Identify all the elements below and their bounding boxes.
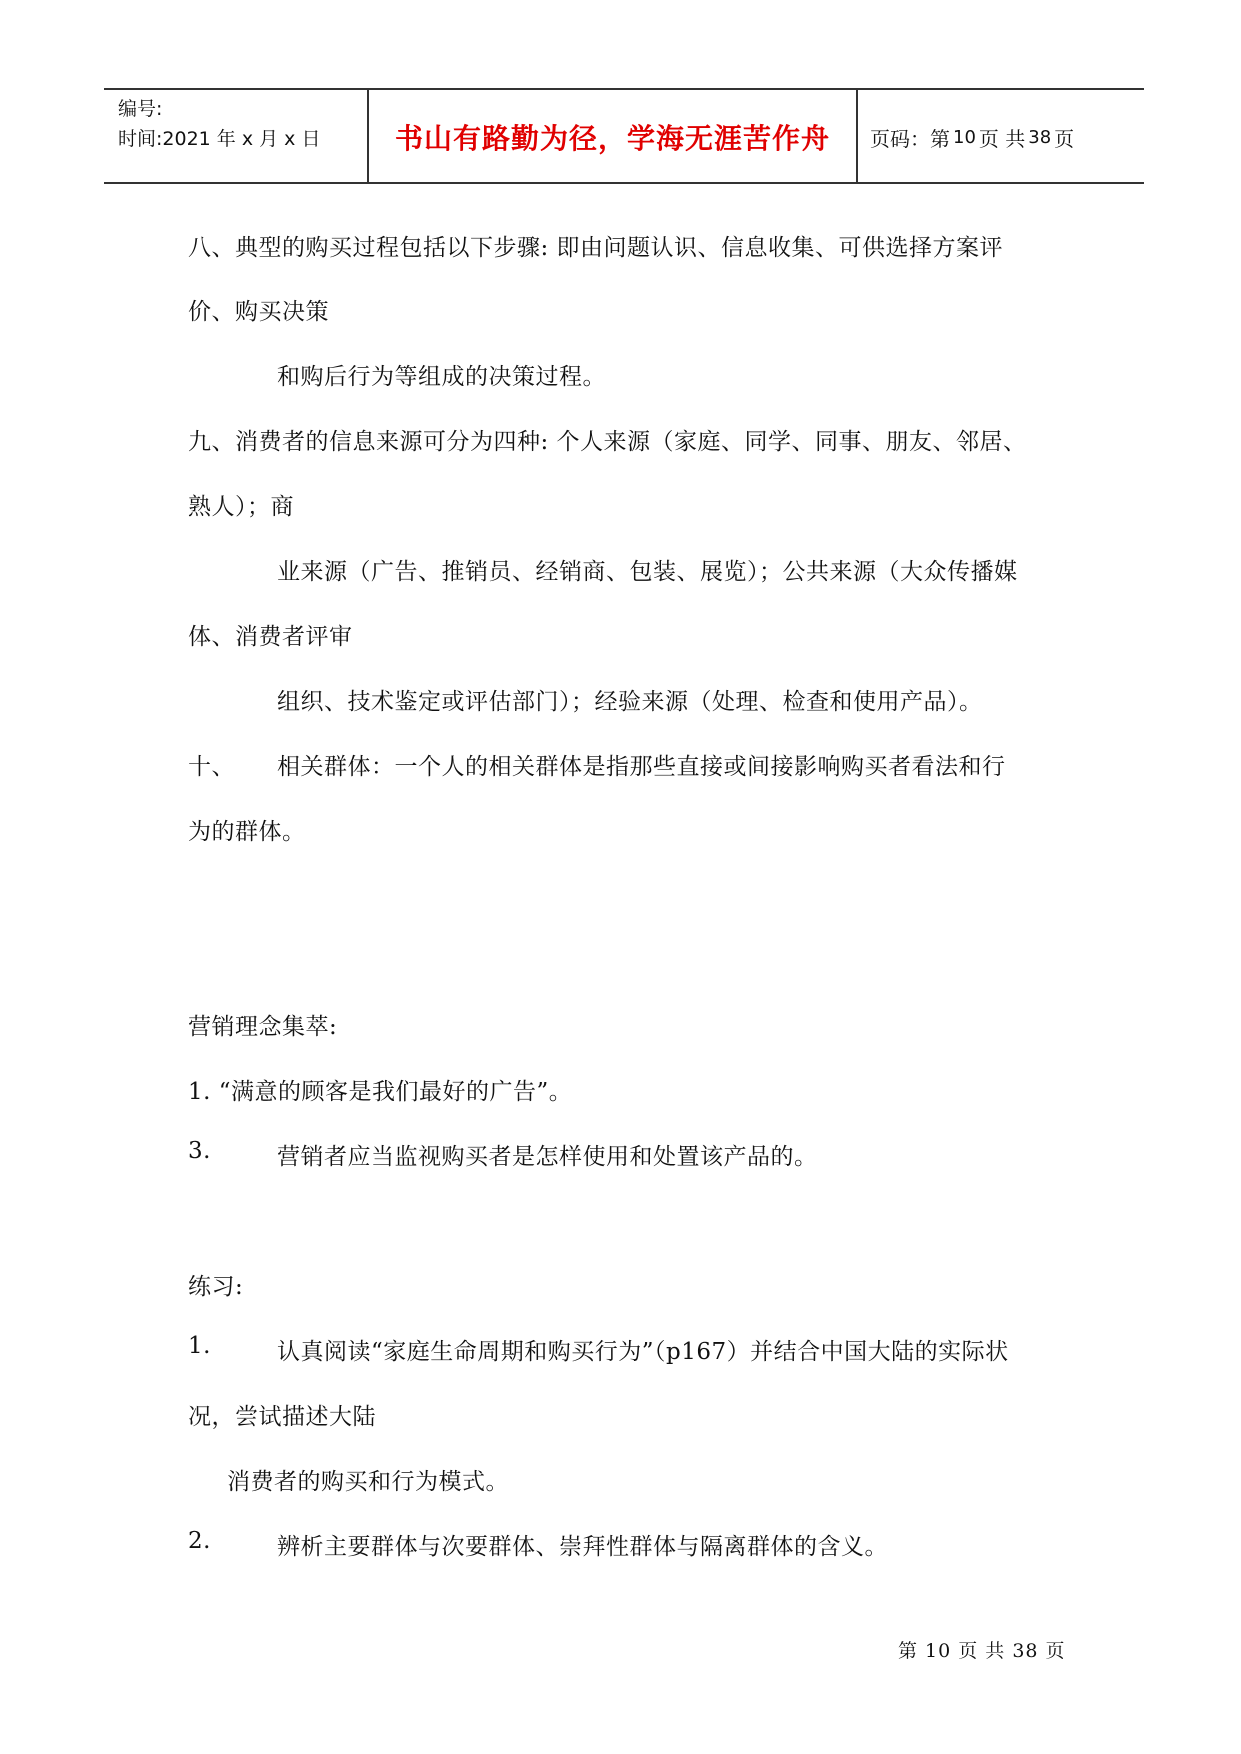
paragraph-9-line-5: 组织、技术鉴定或评估部门）；经验来源（处理、检查和使用产品）。 [277,689,983,715]
header-page-mid: 页 共 [978,126,1026,151]
page-footer: 第 10 页 共 38 页 [898,1640,1066,1662]
paragraph-9-line-3: 业来源（广告、推销员、经销商、包装、展览）；公共来源（大众传播媒 [277,559,1018,585]
exercise-title: 练习: [188,1274,244,1300]
exercise-1-line-3: 消费者的购买和行为模式。 [227,1469,509,1495]
concepts-title: 营销理念集萃: [188,1014,338,1040]
page-header [104,88,1144,184]
header-motto: 书山有路勤为径，学海无涯苦作舟 [394,122,830,155]
exercise-1-line-2: 况，尝试描述大陆 [188,1404,376,1430]
paragraph-10-line-2: 为的群体。 [188,819,306,845]
concept-item-3-number: 3. [188,1138,211,1164]
header-page-current: 10 [953,126,976,148]
header-page-prefix: 页码：第 [870,126,950,151]
exercise-2-number: 2. [188,1528,211,1554]
paragraph-9-line-1: 九、消费者的信息来源可分为四种: 个人来源（家庭、同学、同事、朋友、邻居、 [188,429,1027,455]
paragraph-9-line-4: 体、消费者评审 [188,624,353,650]
paragraph-8-line-3: 和购后行为等组成的决策过程。 [277,364,606,390]
paragraph-10-line-1: 相关群体：一个人的相关群体是指那些直接或间接影响购买者看法和行 [277,754,1006,780]
paragraph-9-line-2: 熟人）；商 [188,494,294,520]
exercise-1-number: 1. [188,1333,211,1359]
paragraph-8-line-1: 八、典型的购买过程包括以下步骤: 即由问题认识、信息收集、可供选择方案评 [188,235,1004,261]
header-page-info [870,90,1074,184]
concept-item-3: 营销者应当监视购买者是怎样使用和处置该产品的。 [277,1144,818,1170]
paragraph-10-number: 十、 [188,754,235,780]
header-page-suffix: 页 [1054,126,1075,151]
header-divider [856,90,858,184]
concept-item-1: 1. “满意的顾客是我们最好的广告”。 [188,1079,573,1105]
header-code: 编号: [118,98,163,120]
header-page-total: 38 [1028,126,1052,148]
header-meta [118,94,368,154]
header-time: 时间:2021 年 x 月 x 日 [118,128,321,150]
exercise-2-line-1: 辨析主要群体与次要群体、崇拜性群体与隔离群体的含义。 [277,1534,888,1560]
paragraph-8-line-2: 价、购买决策 [188,299,329,325]
exercise-1-line-1: 认真阅读“家庭生命周期和购买行为”（p167）并结合中国大陆的实际状 [277,1339,1009,1365]
